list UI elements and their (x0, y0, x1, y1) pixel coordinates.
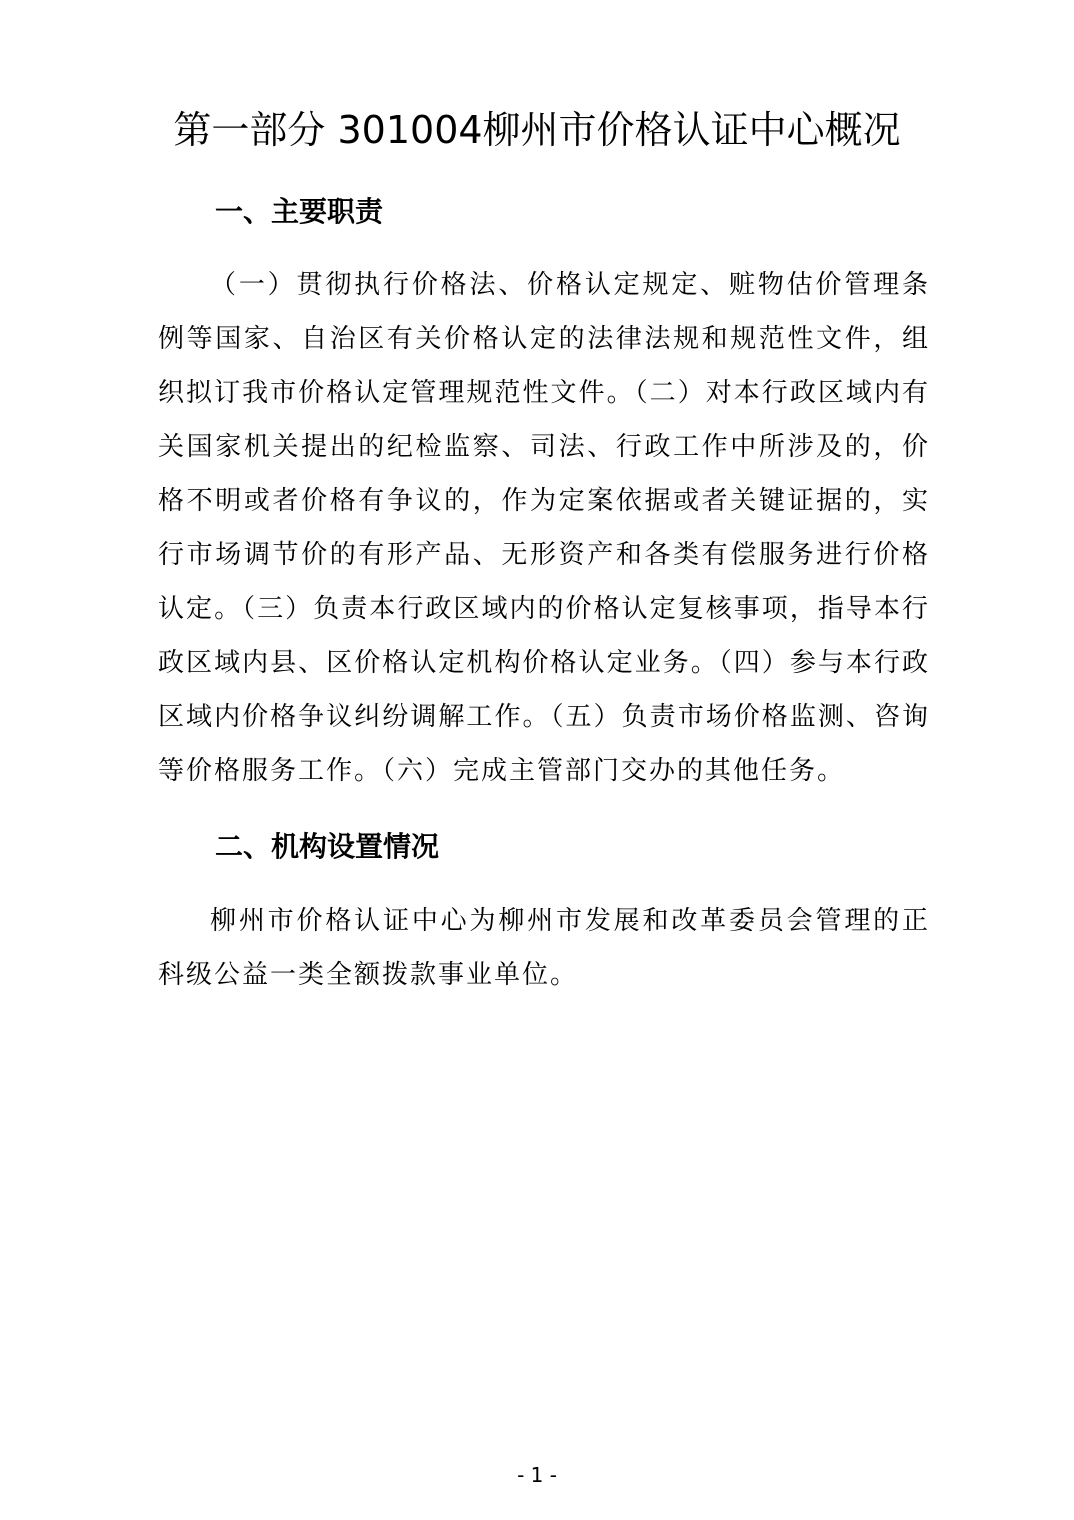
page-number: - 1 - (517, 1463, 557, 1487)
section-heading-organization: 二、机构设置情况 (215, 830, 440, 863)
section-heading-duties: 一、主要职责 (215, 195, 384, 228)
section-paragraph-organization: 柳州市价格认证中心为柳州市发展和改革委员会管理的正科级公益一类全额拨款事业单位。 (158, 906, 930, 990)
page-title: 第一部分 301004柳州市价格认证中心概况 (173, 108, 901, 152)
section-paragraph-duties: （一）贯彻执行价格法、价格认定规定、赃物估价管理条例等国家、自治区有关价格认定的法律法规和规范性文件，组织拟订我市价格认定管理规范性文件。（二）对本行政区域内有关国家机关提出的纪检监察、司法、行政工作中所涉及的，价格不明或者价格有争议的，作为定案依据或者关键证据的，实行市场调节价的有形产品、无形资产和各类有偿服务进行价格认定。（三）负责本行政区域内的价格认定复核事项，指导本行政区域内县、区价格认定机构价格认定业务。（四）参与本行政区域内价格争议纠纷调解工作。（五）负责市场价格监测、咨询等价格服务工作。（六）完成主管部门交办的其他任务。 (158, 270, 930, 786)
